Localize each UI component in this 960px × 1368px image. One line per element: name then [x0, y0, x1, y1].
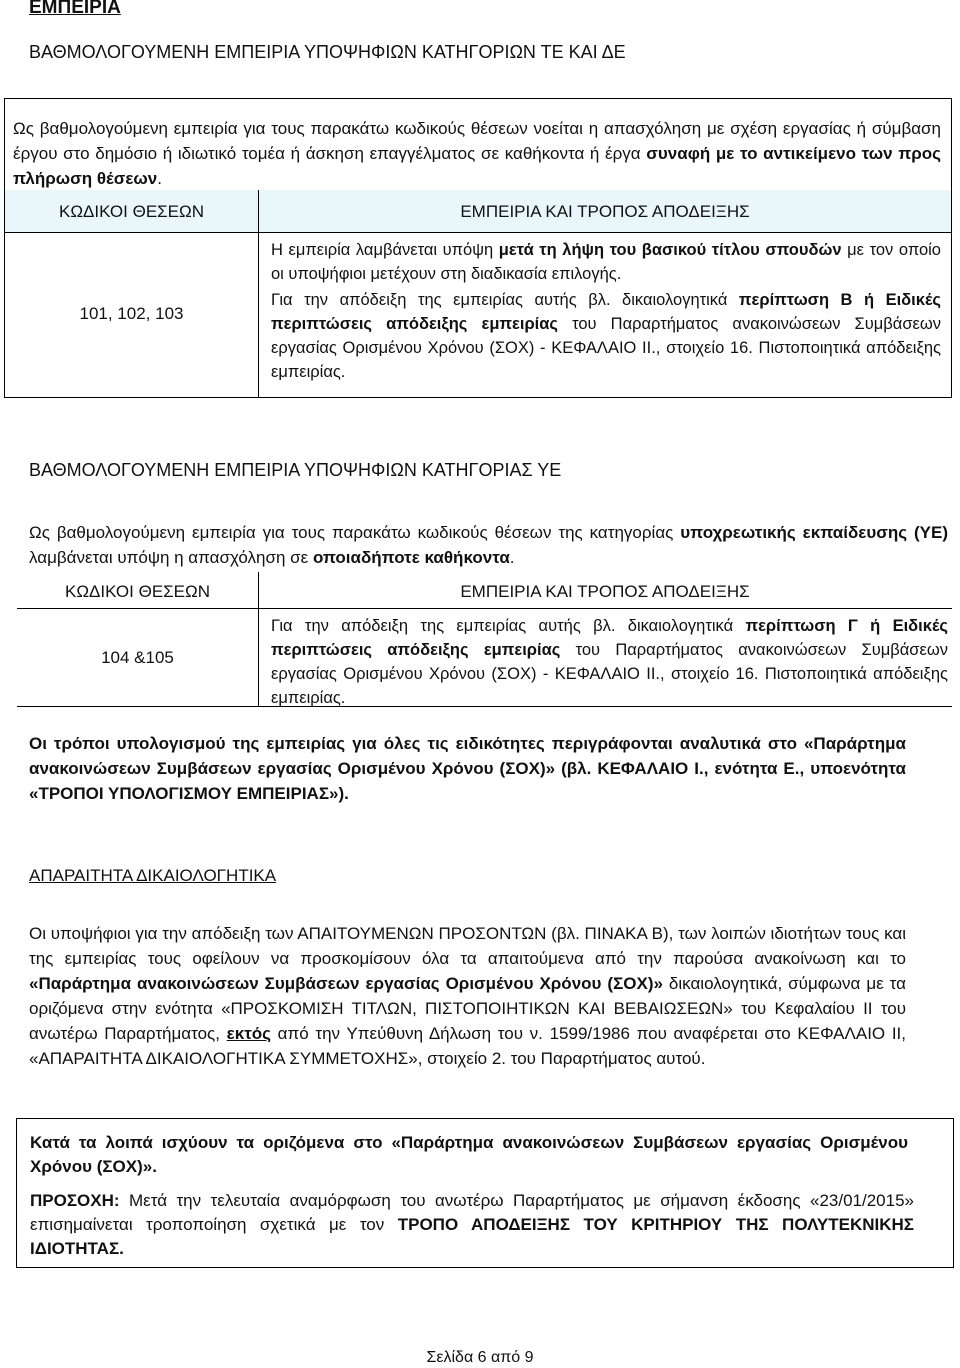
section3-title: ΑΠΑΡΑΙΤΗΤΑ ΔΙΚΑΙΟΛΟΓΗΤΙΚΑ — [29, 866, 277, 885]
section1-experience-cell: Η εμπειρία λαμβάνεται υπόψη μετά τη λήψη του βασικού τίτλου σπουδών με τον οποίο οι υποψήφιοι μετέχουν στη διαδικασία επιλογής. Για την απόδειξη της εμπειρίας αυτής βλ. δικαιολογητικά περίπτωση Β ή Ειδικές περιπτώσεις απόδειξης εμπειρίας του Παραρτήματος ανακοινώσεων Συμβάσεων εργασίας Ορισμένου Χρόνου (ΣΟΧ) - ΚΕΦΑΛΑΙΟ ΙΙ., στοιχείο 16. Πιστοποιητικά απόδειξης εμπειρίας. — [271, 241, 941, 381]
section3-body: Οι υποψήφιοι για την απόδειξη των ΑΠΑΙΤΟΥΜΕΝΩΝ ΠΡΟΣΟΝΤΩΝ (βλ. ΠΙΝΑΚΑ Β), των λοιπών ιδιοτήτων τους και της εμπειρίας τους οφείλουν να προσκομίσουν όλα τα απαιτούμενα από την παρούσα ανακοίνωση και το «Παράρτημα ανακοινώσεων Συμβάσεων εργασίας Ορισμένου Χρόνου (ΣΟΧ)» δικαιολογητικά, σύμφωνα με τα οριζόμενα στην ενότητα «ΠΡΟΣΚΟΜΙΣΗ ΤΙΤΛΩΝ, ΠΙΣΤΟΠΟΙΗΤΙΚΩΝ ΚΑΙ ΒΕΒΑΙΩΣΕΩΝ» του Κεφαλαίου ΙΙ του ανωτέρω Παραρτήματος, εκτός από την Υπεύθυνη Δήλωση του ν. 1599/1986 που αναφέρεται στο ΚΕΦΑΛΑΙΟ ΙΙ, «ΑΠΑΡΑΙΤΗΤΑ ΔΙΚΑΙΟΛΟΓΗΤΙΚΑ ΣΥΜΜΕΤΟΧΗΣ», στοιχείο 2. του Παραρτήματος αυτού. — [29, 924, 906, 1068]
section2-codes: 104 &105 — [101, 648, 174, 667]
calc-note: Οι τρόποι υπολογισμού της εμπειρίας για όλες τις ειδικότητες περιγράφονται αναλυτικά στο «Παράρτημα ανακοινώσεων Συμβάσεων εργασίας Ορισμένου Χρόνου (ΣΟΧ)» (βλ. ΚΕΦΑΛΑΙΟ Ι., ενότητα Ε., υποενότητα «ΤΡΟΠΟΙ ΥΠΟΛΟΓΙΣΜΟΥ ΕΜΠΕΙΡΙΑΣ»). — [29, 734, 906, 803]
section2-experience-cell: Για την απόδειξη της εμπειρίας αυτής βλ. δικαιολογητικά περίπτωση Γ ή Ειδικές περιπτώσεις απόδειξης εμπειρίας του Παραρτήματος ανακοινώσεων Συμβάσεων εργασίας Ορισμένου Χρόνου (ΣΟΧ) - ΚΕΦΑΛΑΙΟ ΙΙ., στοιχείο 16. Πιστοποιητικά απόδειξης εμπειρίας. — [271, 617, 948, 707]
section1-col2-header: ΕΜΠΕΙΡΙΑ ΚΑΙ ΤΡΟΠΟΣ ΑΠΟΔΕΙΞΗΣ — [460, 202, 750, 221]
notice-attention: ΠΡΟΣΟΧΗ: Μετά την τελευταία αναμόρφωση του ανωτέρω Παραρτήματος με σήμανση έκδοσης «23/01/2015» επισημαίνεται τροποποίηση σχετικά με τον ΤΡΟΠΟ ΑΠΟΔΕΙΞΗΣ ΤΟΥ ΚΡΙΤΗΡΙΟΥ ΤΗΣ ΠΟΛΥΤΕΚΝΙΚΗΣ ΙΔΙΟΤΗΤΑΣ. — [30, 1191, 914, 1258]
page-heading: ΕΜΠΕΙΡΙΑ — [29, 0, 121, 18]
section2-title: ΒΑΘΜΟΛΟΓΟΥΜΕΝΗ ΕΜΠΕΙΡΙΑ ΥΠΟΨΗΦΙΩΝ ΚΑΤΗΓΟΡΙΑΣ ΥΕ — [29, 460, 562, 480]
section2-col2-header: ΕΜΠΕΙΡΙΑ ΚΑΙ ΤΡΟΠΟΣ ΑΠΟΔΕΙΞΗΣ — [460, 582, 750, 601]
section2-col1-header: ΚΩΔΙΚΟΙ ΘΕΣΕΩΝ — [64, 582, 210, 601]
page-footer: Σελίδα 6 από 9 — [426, 1349, 534, 1366]
notice-line1: Κατά τα λοιπά ισχύουν τα οριζόμενα στο «Παράρτημα ανακοινώσεων Συμβάσεων εργασίας Ορισμένου Χρόνου (ΣΟΧ)». — [30, 1133, 908, 1176]
section1-intro: Ως βαθμολογούμενη εμπειρία για τους παρακάτω κωδικούς θέσεων νοείται η απασχόληση με σχέση εργασίας ή σύμβαση έργου στο δημόσιο ή ιδιωτικό τομέα ή άσκηση επαγγέλματος σε καθήκοντα ή έργα συναφή με το αντικείμενο των προς πλήρωση θέσεων. — [13, 119, 941, 188]
section1-title: ΒΑΘΜΟΛΟΓΟΥΜΕΝΗ ΕΜΠΕΙΡΙΑ ΥΠΟΨΗΦΙΩΝ ΚΑΤΗΓΟΡΙΩΝ ΤΕ ΚΑΙ ΔΕ — [29, 42, 626, 62]
section1-col1-header: ΚΩΔΙΚΟΙ ΘΕΣΕΩΝ — [58, 202, 204, 221]
section2-intro: Ως βαθμολογούμενη εμπειρία για τους παρακάτω κωδικούς θέσεων της κατηγορίας υποχρεωτικής εκπαίδευσης (ΥΕ) λαμβάνεται υπόψη η απασχόληση σε οποιαδήποτε καθήκοντα. — [29, 523, 948, 567]
section1-codes: 101, 102, 103 — [79, 304, 184, 323]
